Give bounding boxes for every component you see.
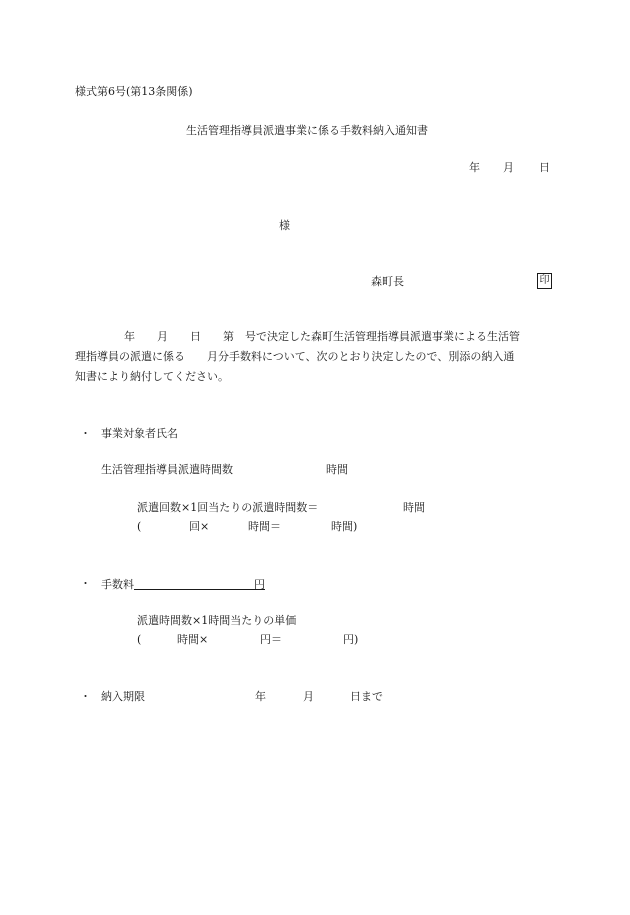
fee-calc-result: 円) xyxy=(343,633,359,646)
bullet-fee: ・ xyxy=(80,577,91,590)
dispatch-formula-unit: 時間 xyxy=(403,501,425,514)
fee-formula: 派遣時間数×1時間当たりの単価 xyxy=(137,614,297,627)
date-month: 月 xyxy=(503,161,514,174)
deadline-year: 年 xyxy=(255,690,266,703)
target-person-label: 事業対象者氏名 xyxy=(101,427,178,440)
fee-row xyxy=(101,578,265,590)
body-line-2: 理指導員の派遣に係る 月分手数料について、次のとおり決定したので、別添の納入通 xyxy=(75,350,515,363)
date-day: 日 xyxy=(539,161,550,174)
dispatch-calc-open: ( xyxy=(137,520,142,533)
dispatch-formula: 派遣回数×1回当たりの派遣時間数＝ xyxy=(137,501,319,514)
deadline-label: 納入期限 xyxy=(101,690,145,703)
fee-calc-yen: 円＝ xyxy=(260,633,282,646)
fee-calc-hours: 時間× xyxy=(177,633,209,646)
dispatch-hours-label: 生活管理指導員派遣時間数 xyxy=(101,463,233,476)
addressee-suffix: 様 xyxy=(279,219,290,232)
fee-unit: 円 xyxy=(254,578,265,591)
body-line-3: 知書により納付してください。 xyxy=(75,370,229,383)
fee-calc-open: ( xyxy=(137,633,142,646)
seal-mark: 印 xyxy=(537,273,552,289)
bullet-target: ・ xyxy=(80,427,91,440)
deadline-day-until: 日まで xyxy=(350,690,383,703)
dispatch-hours-unit: 時間 xyxy=(326,463,348,476)
bullet-deadline: ・ xyxy=(80,690,91,703)
body-line-1: 年 月 日 第 号で決定した森町生活管理指導員派遣事業による生活管 xyxy=(124,330,520,343)
issuer-name: 森町長 xyxy=(371,275,404,288)
fee-label: 手数料 xyxy=(101,578,134,591)
date-year: 年 xyxy=(469,161,480,174)
dispatch-calc-times: 回× xyxy=(189,520,210,533)
dispatch-calc-result: 時間) xyxy=(331,520,358,533)
fee-amount-blank xyxy=(134,578,254,590)
document-title: 生活管理指導員派遣事業に係る手数料納入通知書 xyxy=(186,124,428,137)
form-number: 様式第6号(第13条関係) xyxy=(75,85,193,98)
deadline-month: 月 xyxy=(303,690,314,703)
dispatch-calc-hours: 時間＝ xyxy=(248,520,281,533)
